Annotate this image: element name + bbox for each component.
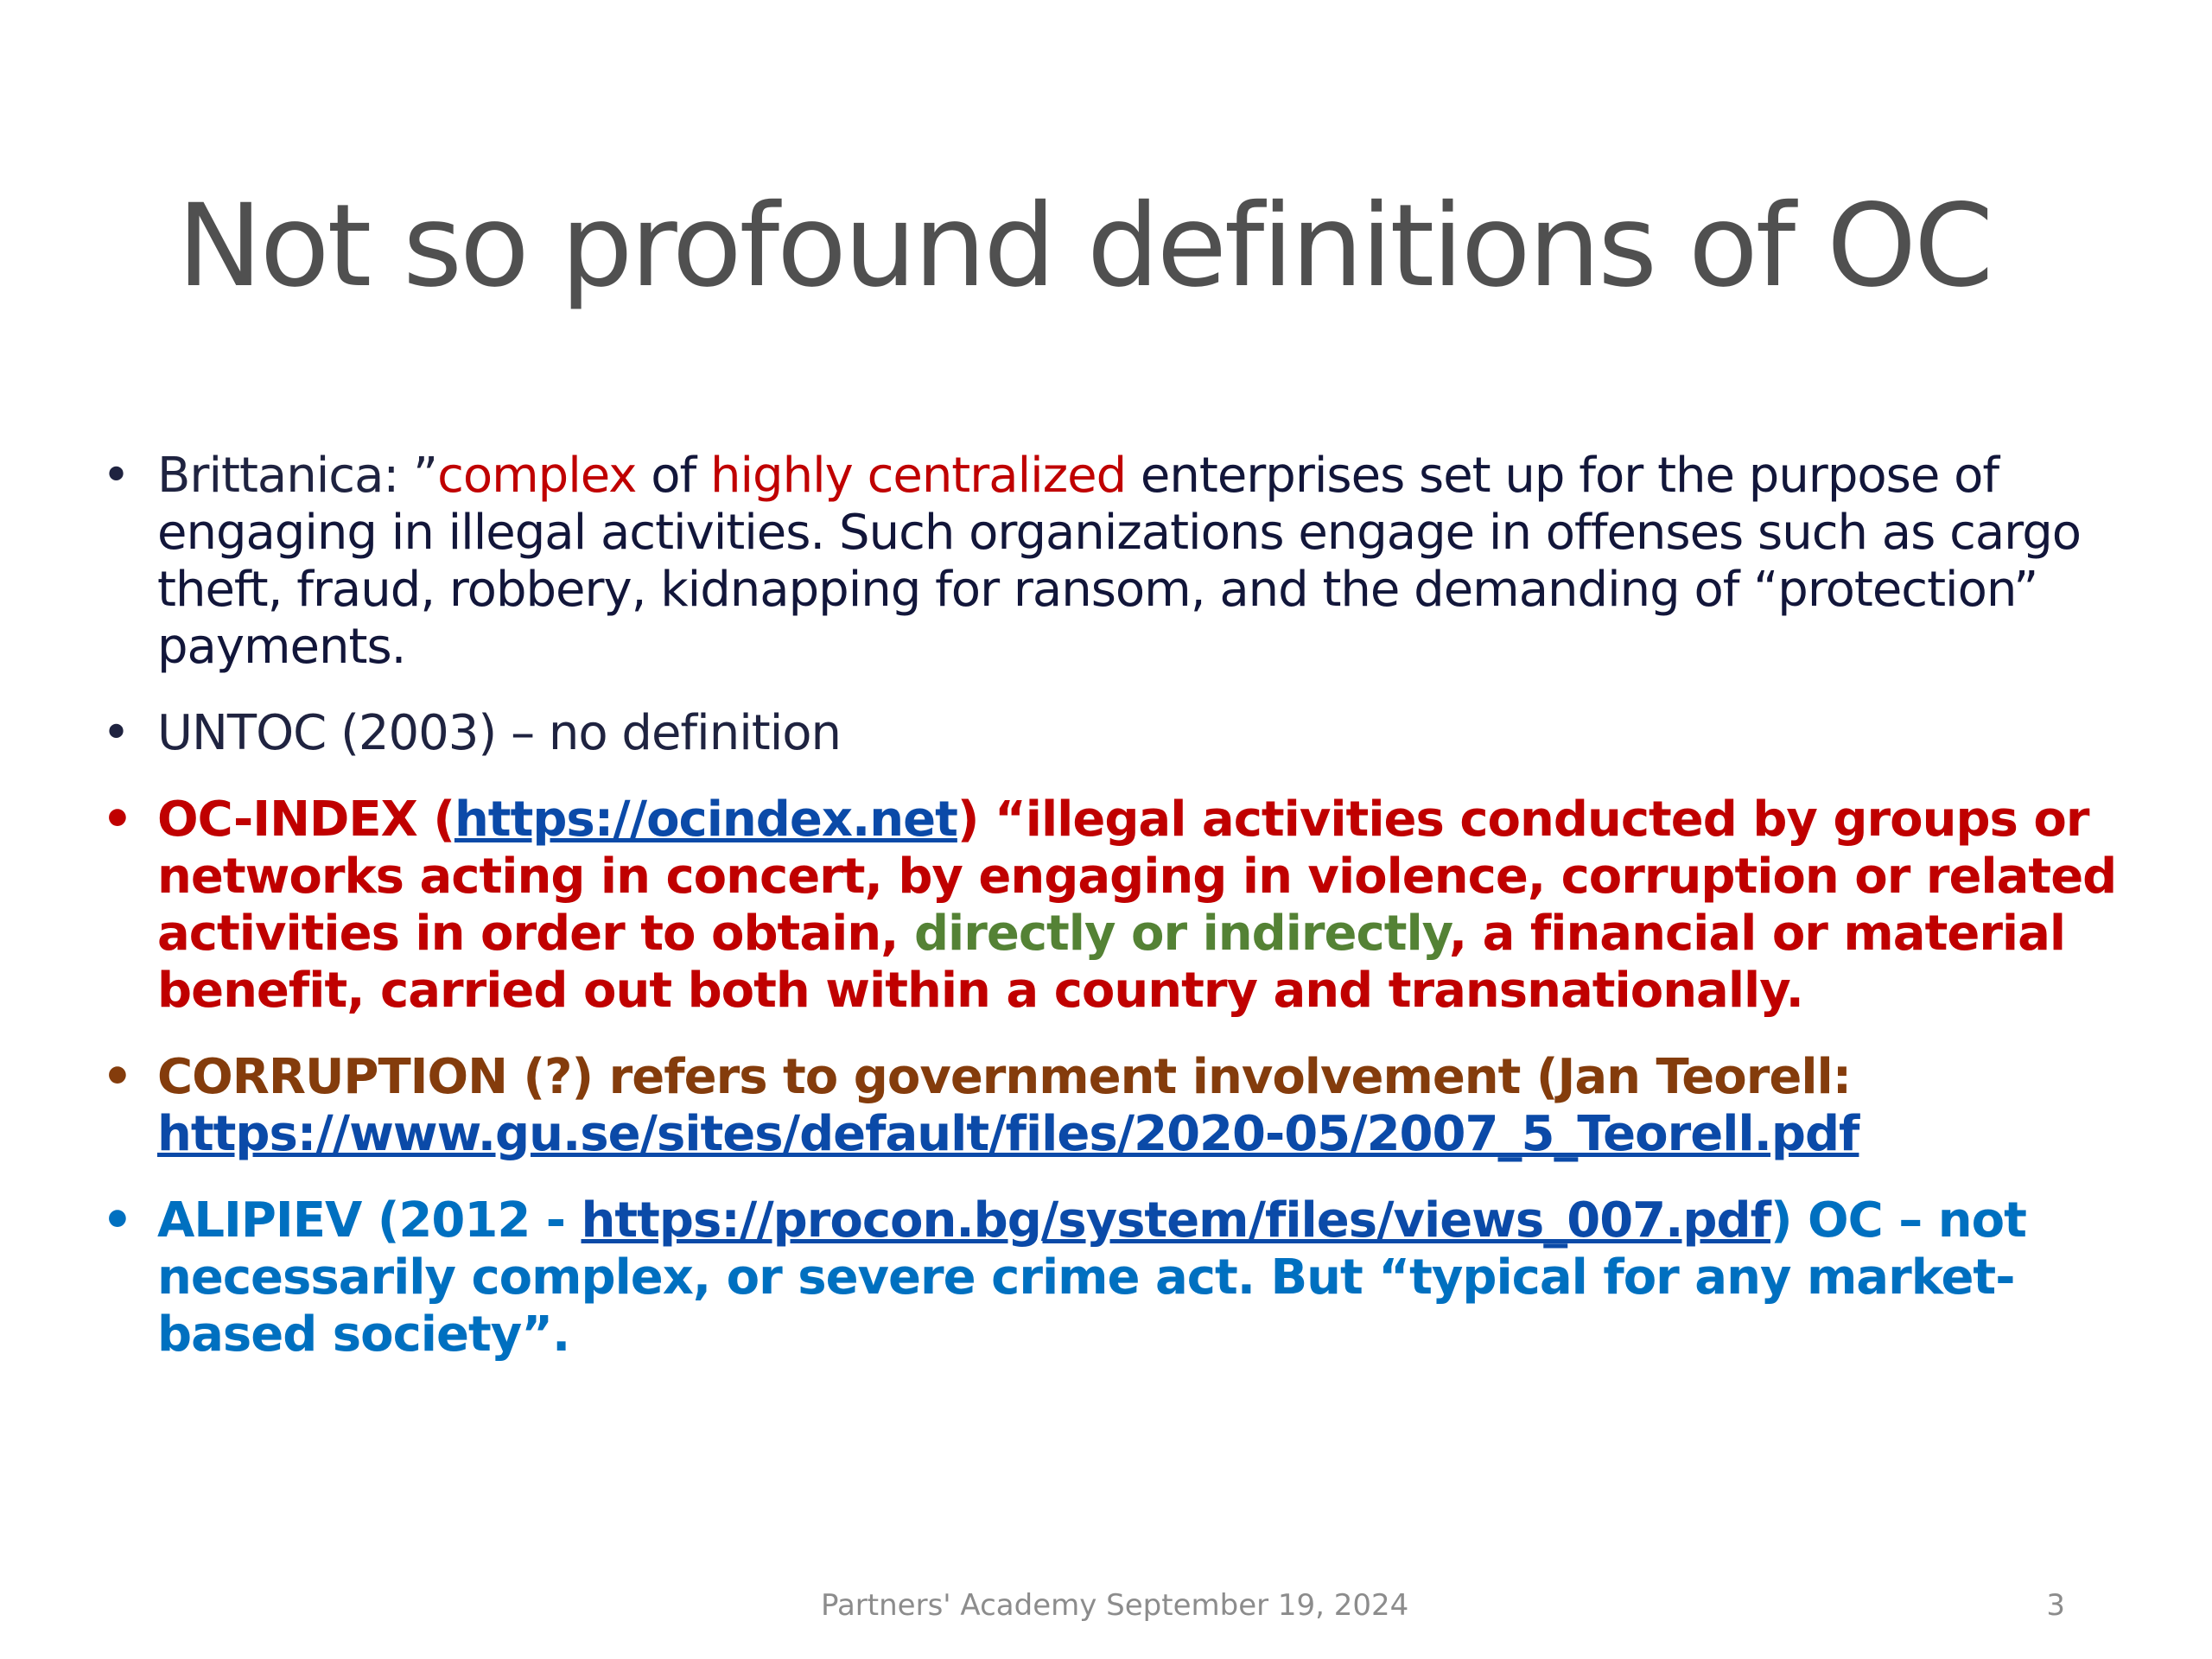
bullet-alipiev xyxy=(95,1192,2126,1363)
bullet-untoc xyxy=(95,705,2126,762)
oc-index-label: OC-INDEX ( xyxy=(157,791,454,848)
brittanica-definition: enterprises set up for the purpose of engaging in illegal activities. Such organizations engage in offenses such as cargo theft, fraud, robbery, kidnapping for ransom, and the demanding of “protection” payments. xyxy=(157,448,2082,675)
alipiev-label: ALIPIEV (2012 - xyxy=(157,1192,582,1249)
bullet-list xyxy=(95,448,2126,1393)
oc-index-definition: ) “illegal activities conducted by groups or networks acting in concert, by engaging in violence, corruption or related activities in order to obtain, xyxy=(157,791,2117,962)
ocindex-link[interactable]: https://ocindex.net xyxy=(454,791,957,848)
brittanica-label: Brittanica: ” xyxy=(157,448,438,504)
footer-text: Partners' Academy September 19, 2024 xyxy=(821,1588,1409,1623)
bullet-dot-icon: • xyxy=(102,791,132,848)
term-directly-or-indirectly: directly or indirectly xyxy=(913,906,1449,962)
bullet-dot-icon: • xyxy=(102,1192,132,1249)
corruption-text: CORRUPTION (?) refers to government involvement (Jan Teorell: xyxy=(157,1049,1852,1105)
teorell-link[interactable]: https://www.gu.se/sites/default/files/2020-05/2007_5_Teorell.pdf xyxy=(157,1106,1859,1162)
bullet-dot-icon: • xyxy=(102,705,130,761)
bullet-brittanica xyxy=(95,448,2126,676)
slide-number: 3 xyxy=(2046,1588,2065,1623)
oc-index-definition-end: , a financial or material benefit, carried out both within a country and transnationally. xyxy=(157,906,2066,1019)
text-of: of xyxy=(636,448,710,504)
untoc-text: UNTOC (2003) – no definition xyxy=(157,705,842,761)
term-complex: complex xyxy=(437,448,637,504)
procon-link[interactable]: https://procon.bg/system/files/views_007.pdf xyxy=(581,1192,1770,1249)
bullet-oc-index xyxy=(95,791,2126,1020)
slide-title: Not so profound definitions of OC xyxy=(177,180,1992,313)
alipiev-definition: ) OC – not necessarily complex, or severe crime act. But “typical for any market-based society”. xyxy=(157,1192,2026,1363)
bullet-corruption xyxy=(95,1049,2126,1163)
bullet-dot-icon: • xyxy=(102,1049,132,1105)
bullet-dot-icon: • xyxy=(102,448,130,504)
term-highly-centralized: highly centralized xyxy=(709,448,1127,504)
